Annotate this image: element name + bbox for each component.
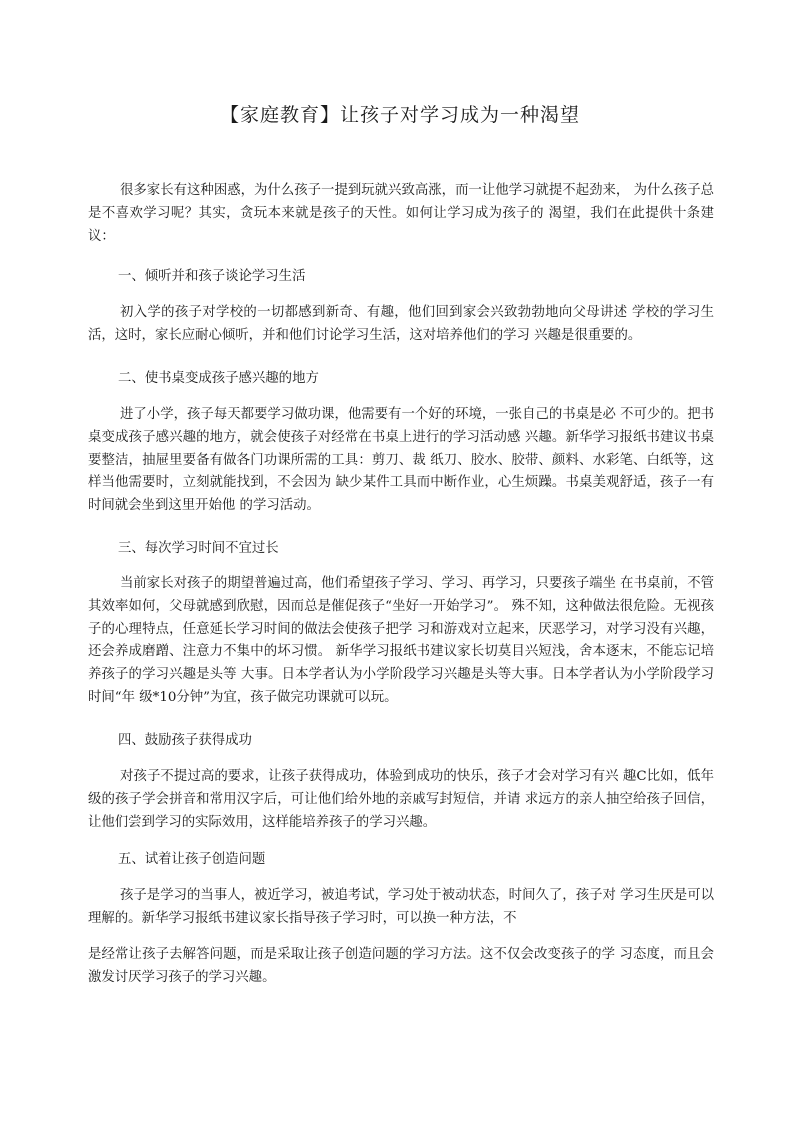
document-title: 【家庭教育】让孩子对学习成为一种渴望: [219, 104, 580, 126]
intro-paragraph: 很多家长有这种困惑，为什么孩子一提到玩就兴致高涨，而一让他学习就提不起劲来， 为什么孩子总是不喜欢学习呢？其实，贪玩本来就是孩子的天性。如何让学习成为孩子的 渴望，我们在此提供十条建议：: [88, 183, 714, 244]
section-4-heading: 四、鼓励孩子获得成功: [118, 733, 252, 748]
section-4-body: 对孩子不提过高的要求，让孩子获得成功，体验到成功的快乐，孩子才会对学习有兴 趣C比如，低年级的孩子学会拼音和常用汉字后，可让他们给外地的亲戚写封短信，并请 求远方的亲人抽空给孩子回信，让他们尝到学习的实际效用，这样能培养孩子的学习兴趣。: [88, 769, 714, 830]
section-2-heading: 二、使书桌变成孩子感兴趣的地方: [118, 371, 319, 386]
section-2-body: 进了小学，孩子每天都要学习做功课，他需要有一个好的环境，一张自己的书桌是必 不可少的。把书桌变成孩子感兴趣的地方，就会使孩子对经常在书桌上进行的学习活动感 兴趣。新华学习报纸书建议书桌要整洁，抽屉里要备有做各门功课所需的工具：剪刀、裁 纸刀、胶水、胶带、颜料、水彩笔、白纸等，这样当他需要时，立刻就能找到，不会因为 缺少某件工具而中断作业，心生烦躁。书桌美观舒适，孩子一有时间就会坐到这里开始他 的学习活动。: [88, 407, 714, 514]
section-5-heading: 五、试着让孩子创造问题: [118, 852, 266, 867]
section-5-continuation: 是经常让孩子去解答问题，而是采取让孩子创造问题的学习方法。这不仅会改变孩子的学 习态度，而且会激发讨厌学习孩子的学习兴趣。: [88, 947, 714, 985]
section-5-body: 孩子是学习的当事人，被近学习，被追考试，学习处于被动状态，时间久了，孩子对 学习生厌是可以理解的。新华学习报纸书建议家长指导孩子学习时，可以换一种方法，不: [88, 888, 714, 926]
section-3-heading: 三、每次学习时间不宜过长: [118, 541, 279, 556]
section-1-body: 初入学的孩子对学校的一切都感到新奇、有趣，他们回到家会兴致勃勃地向父母讲述 学校的学习生活，这时，家长应耐心倾听，并和他们讨论学习生活，这对培养他们的学习 兴趣是很重要的。: [88, 305, 714, 343]
section-3-body: 当前家长对孩子的期望普遍过高，他们希望孩子学习、学习、再学习，只要孩子端坐 在书桌前，不管其效率如何，父母就感到欣慰，因而总是催促孩子“坐好一开始学习”。 殊不知，这种做法很危险。无视孩子的心理特点，任意延长学习时间的做法会使孩子把学 习和游戏对立起来，厌恶学习，对学习没有兴趣，还会养成磨蹭、注意力不集中的坏习惯。 新华学习报纸书建议家长切莫目兴短浅，舍本逐末，不能忘记培养孩子的学习兴趣是头等 大事。日本学者认为小学阶段学习兴趣是头等大事。日本学者认为小学阶段学习时间“年 级*10分钟”为宜，孩子做完功课就可以玩。: [88, 576, 714, 705]
section-1-heading: 一、倾听并和孩子谈论学习生活: [118, 269, 306, 284]
